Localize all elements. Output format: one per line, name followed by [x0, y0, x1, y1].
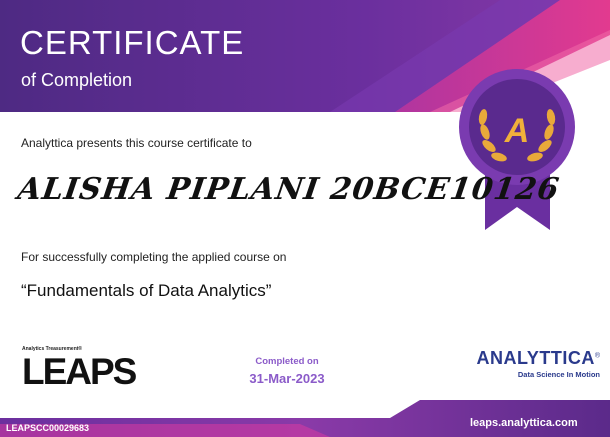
- completion-statement: For successfully completing the applied course on: [21, 250, 287, 264]
- leaps-logo-text: LEAPS: [22, 351, 136, 392]
- completion-info: [232, 356, 342, 386]
- brand-registered-mark: ®: [594, 352, 600, 360]
- completed-label: Completed on: [255, 356, 319, 367]
- footer-url: leaps.analyttica.com: [470, 417, 578, 429]
- leaps-tagline: Analytics Treasurement®: [22, 346, 83, 352]
- analyttica-logo: [470, 348, 600, 379]
- presents-text: Analyttica presents this course certificate to: [21, 136, 252, 150]
- certificate-title: CERTIFICATE: [20, 24, 245, 61]
- leaps-logo: [22, 346, 142, 391]
- badge-letter: A: [504, 112, 530, 150]
- recipient-name: ALISHA PIPLANI 20BCE10126: [15, 172, 562, 207]
- brand-name: ANALYTTICA: [476, 348, 595, 368]
- course-title: “Fundamentals of Data Analytics”: [21, 281, 272, 300]
- brand-tagline: Data Science In Motion: [517, 370, 600, 379]
- certificate-subtitle: of Completion: [21, 70, 133, 90]
- completed-date: 31-Mar-2023: [249, 371, 325, 386]
- certificate-id: LEAPSCC00029683: [6, 423, 90, 433]
